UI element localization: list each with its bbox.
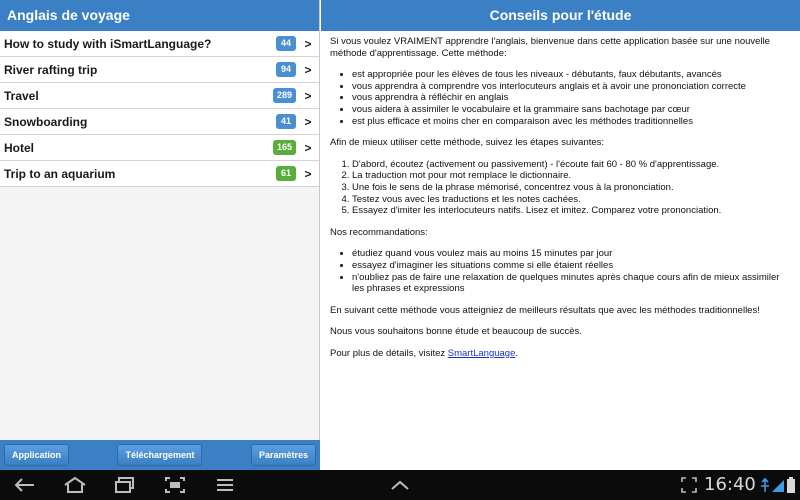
lesson-title: Travel bbox=[4, 88, 39, 103]
clock: 16:40 bbox=[704, 474, 756, 495]
intro-paragraph: Si vous voulez VRAIMENT apprendre l'anglais, bienvenue dans cette application basée sur une nouvelle méthode d'apprentissage. Cette méthode: bbox=[330, 36, 770, 59]
lesson-count-badge: 94 bbox=[276, 62, 296, 77]
chevron-right-icon: > bbox=[304, 140, 312, 155]
screenshot-icon[interactable] bbox=[162, 475, 188, 495]
details-prefix: Pour plus de détails, visitez bbox=[330, 347, 448, 359]
chevron-right-icon: > bbox=[304, 166, 312, 181]
lesson-list bbox=[0, 31, 319, 187]
list-item: 1. D'abord, écoutez (activement ou passivement) - l'écoute fait 60 - 80 % d'apprentissage. bbox=[352, 159, 790, 171]
chevron-right-icon: > bbox=[304, 88, 312, 103]
list-item: 3. Une fois le sens de la phrase mémorisé, concentrez vous à la prononciation. bbox=[352, 182, 790, 194]
lesson-title: Trip to an aquarium bbox=[4, 166, 116, 181]
bottom-toolbar bbox=[0, 440, 320, 470]
lesson-count-badge: 61 bbox=[276, 166, 296, 181]
study-tips-pane bbox=[321, 0, 800, 470]
smartlanguage-link[interactable]: SmartLanguage bbox=[447, 347, 516, 359]
list-item: • étudiez quand vous voulez mais au moins 15 minutes par jour bbox=[352, 248, 790, 260]
lesson-item[interactable] bbox=[0, 57, 319, 83]
settings-button[interactable]: Paramètres bbox=[251, 444, 316, 466]
chevron-right-icon: > bbox=[304, 62, 312, 77]
recommendations-list bbox=[352, 248, 790, 294]
steps-intro: Afin de mieux utiliser cette méthode, suivez les étapes suivantes: bbox=[330, 137, 605, 149]
list-item: • est plus efficace et moins cher en comparaison avec les méthodes traditionnelles bbox=[352, 116, 790, 128]
list-item: • vous apprendra à réfléchir en anglais bbox=[352, 92, 790, 104]
lesson-title: Snowboarding bbox=[4, 114, 88, 129]
lesson-count-badge: 165 bbox=[273, 140, 296, 155]
list-item: • vous aidera à assimiler le vocabulaire et la grammaire sans bachotage par cœur bbox=[352, 104, 790, 116]
lesson-count-badge: 289 bbox=[273, 88, 296, 103]
system-navigation-bar bbox=[0, 470, 800, 500]
lesson-item[interactable] bbox=[0, 83, 319, 109]
lesson-item[interactable] bbox=[0, 31, 319, 57]
lesson-item[interactable] bbox=[0, 135, 319, 161]
wifi-icon bbox=[771, 475, 785, 495]
method-list bbox=[352, 69, 790, 127]
study-tips-content bbox=[321, 31, 800, 359]
usb-icon bbox=[758, 475, 772, 495]
back-icon[interactable] bbox=[12, 475, 38, 495]
list-item: • est appropriée pour les élèves de tous les niveaux - débutants, faux débutants, avancés bbox=[352, 69, 790, 81]
wish-paragraph: Nous vous souhaitons bonne étude et beaucoup de succès. bbox=[330, 326, 582, 338]
battery-icon bbox=[785, 475, 797, 495]
lesson-title: Hotel bbox=[4, 140, 34, 155]
lesson-title: How to study with iSmartLanguage? bbox=[4, 36, 212, 51]
chevron-right-icon: > bbox=[304, 36, 312, 51]
application-button[interactable]: Application bbox=[4, 444, 69, 466]
lesson-list-pane bbox=[0, 0, 320, 470]
chevron-right-icon: > bbox=[304, 114, 312, 129]
recommendations-intro: Nos recommandations: bbox=[330, 226, 428, 238]
lesson-title: River rafting trip bbox=[4, 62, 98, 77]
list-item: 5. Essayez d'imiter les interlocuteurs natifs. Lisez et imitez. Comparez votre prononciation. bbox=[352, 205, 790, 217]
list-item: 2. La traduction mot pour mot remplace le dictionnaire. bbox=[352, 170, 790, 182]
recent-apps-icon[interactable] bbox=[112, 475, 138, 495]
result-paragraph: En suivant cette méthode vous atteigniez de meilleurs résultats que avec les méthodes traditionnelles! bbox=[330, 304, 760, 316]
fullscreen-icon bbox=[676, 475, 702, 495]
right-pane-title: Conseils pour l'étude bbox=[321, 0, 800, 31]
list-item: • n'oubliez pas de faire une relaxation de quelques minutes après chaque cours afin de mieux assimiler les phrases et expressions bbox=[352, 272, 790, 295]
list-item: • essayez d'imaginer les situations comme si elle étaient réelles bbox=[352, 260, 790, 272]
steps-list bbox=[352, 159, 790, 217]
list-item: • vous apprendra à comprendre vos interlocuteurs anglais et à avoir une prononciation correcte bbox=[352, 81, 790, 93]
details-suffix: . bbox=[515, 347, 519, 359]
home-icon[interactable] bbox=[62, 475, 88, 495]
details-paragraph bbox=[330, 348, 790, 360]
lesson-item[interactable] bbox=[0, 109, 319, 135]
menu-icon[interactable] bbox=[212, 475, 238, 495]
list-item: 4. Testez vous avec les traductions et les notes cachées. bbox=[352, 194, 790, 206]
lesson-count-badge: 41 bbox=[276, 114, 296, 129]
left-pane-title: Anglais de voyage bbox=[0, 0, 319, 31]
up-chevron-icon[interactable] bbox=[387, 475, 413, 495]
lesson-item[interactable] bbox=[0, 161, 319, 187]
download-button[interactable]: Téléchargement bbox=[117, 444, 202, 466]
lesson-count-badge: 44 bbox=[276, 36, 296, 51]
